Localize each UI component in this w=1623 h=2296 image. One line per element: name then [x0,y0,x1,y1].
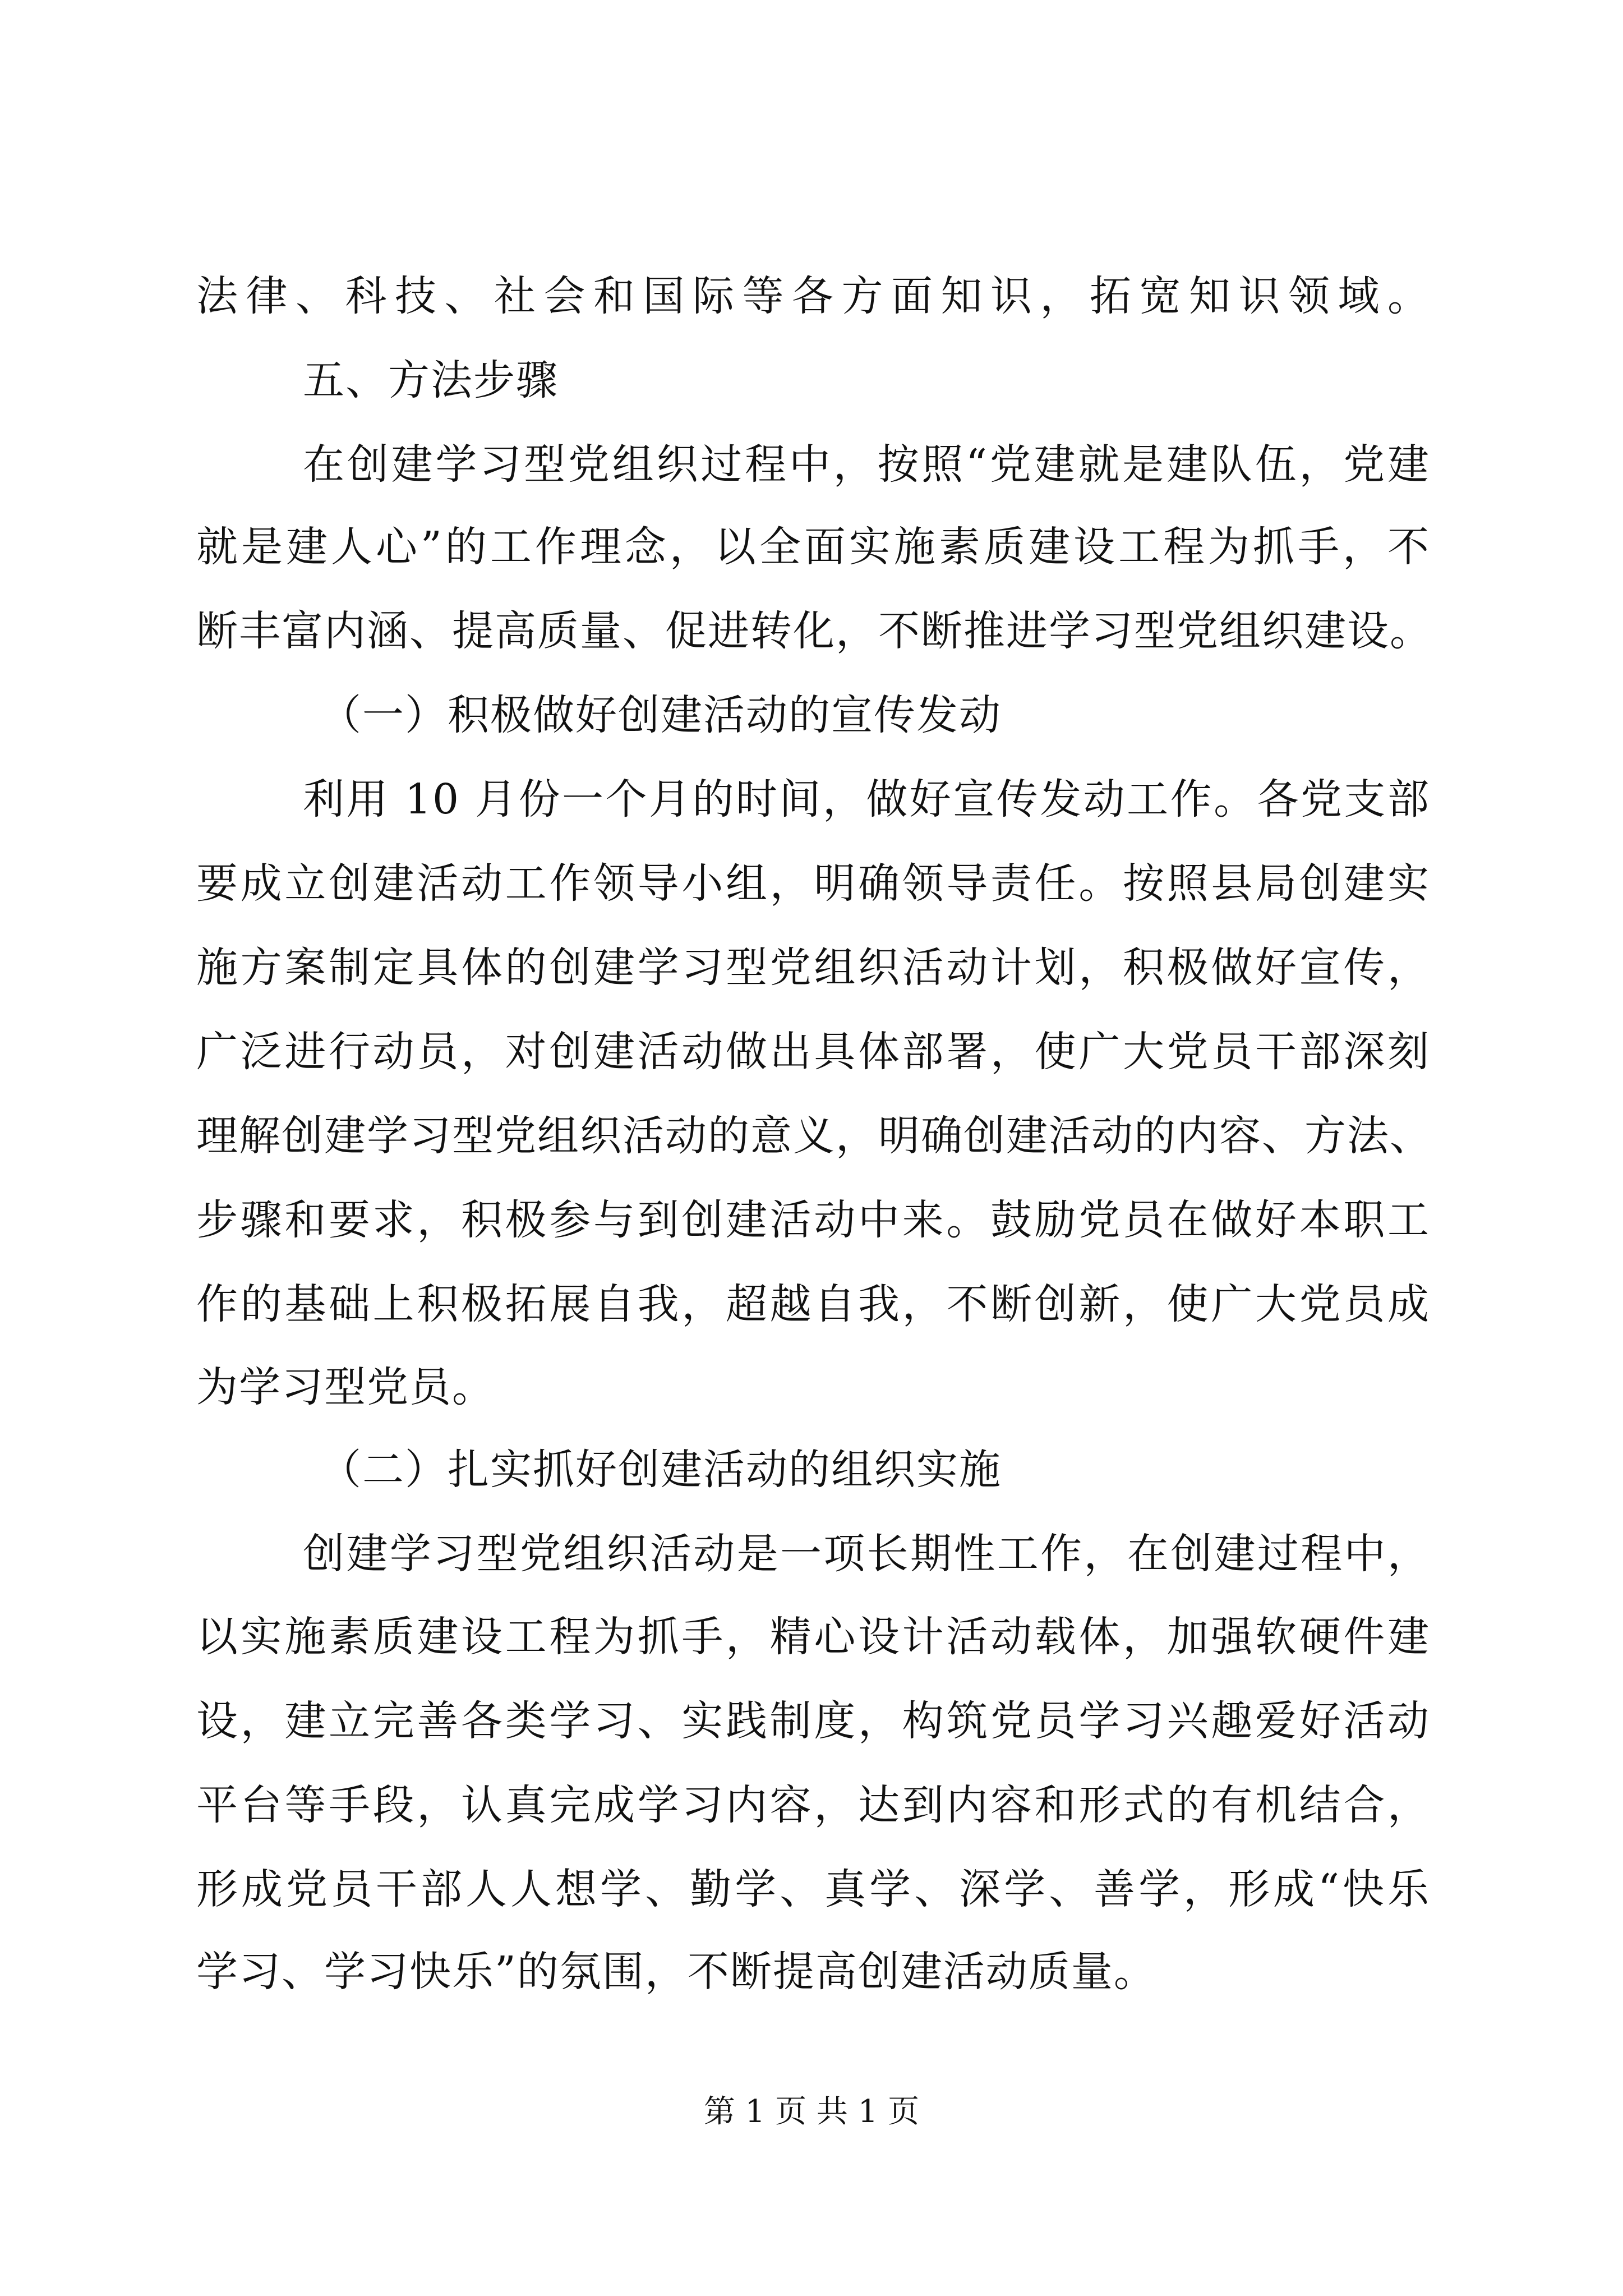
subsection-heading: （二）扎实抓好创建活动的组织实施 [320,1446,1002,1494]
subsection-heading: （一）积极做好创建活动的宣传发动 [320,691,1002,739]
paragraph-line: 平台等手段，认真完成学习内容，达到内容和形式的有机结合， [196,1781,1430,1829]
paragraph-line: 步骤和要求，积极参与到创建活动中来。鼓励党员在做好本职工 [196,1196,1430,1244]
paragraph-line: 理解创建学习型党组织活动的意义，明确创建活动的内容、方法、 [196,1112,1432,1160]
page-number-footer: 第 1 页 共 1 页 [703,2093,920,2130]
paragraph-line: 广泛进行动员，对创建活动做出具体部署，使广大党员干部深刻 [196,1028,1430,1076]
paragraph-line: 形成党员干部人人想学、勤学、真学、深学、善学，形成“快乐 [196,1865,1430,1913]
section-heading: 五、方法步骤 [303,356,559,404]
paragraph-line: 在创建学习型党组织过程中，按照“党建就是建队伍，党建 [303,440,1430,489]
paragraph-line: 法律、科技、社会和国际等各方面知识，拓宽知识领域。 [196,272,1430,320]
paragraph-line: 为学习型党员。 [196,1363,495,1411]
paragraph-line: 施方案制定具体的创建学习型党组织活动计划，积极做好宣传， [196,944,1430,992]
paragraph-line: 学习、学习快乐”的氛围，不断提高创建活动质量。 [196,1948,1156,1996]
paragraph-line: 要成立创建活动工作领导小组，明确领导责任。按照县局创建实 [196,859,1430,908]
paragraph-line: 断丰富内涵、提高质量、促进转化，不断推进学习型党组织建设。 [196,607,1432,655]
paragraph-line: 以实施素质建设工程为抓手，精心设计活动载体，加强软硬件建 [196,1613,1430,1661]
paragraph-line: 利用 10 月份一个月的时间，做好宣传发动工作。各党支部 [303,775,1430,823]
paragraph-line: 创建学习型党组织活动是一项长期性工作，在创建过程中， [303,1530,1430,1578]
paragraph-line: 作的基础上积极拓展自我，超越自我，不断创新，使广大党员成 [196,1280,1430,1328]
paragraph-line: 就是建人心”的工作理念，以全面实施素质建设工程为抓手，不 [196,523,1430,571]
paragraph-line: 设，建立完善各类学习、实践制度，构筑党员学习兴趣爱好活动 [196,1697,1430,1745]
